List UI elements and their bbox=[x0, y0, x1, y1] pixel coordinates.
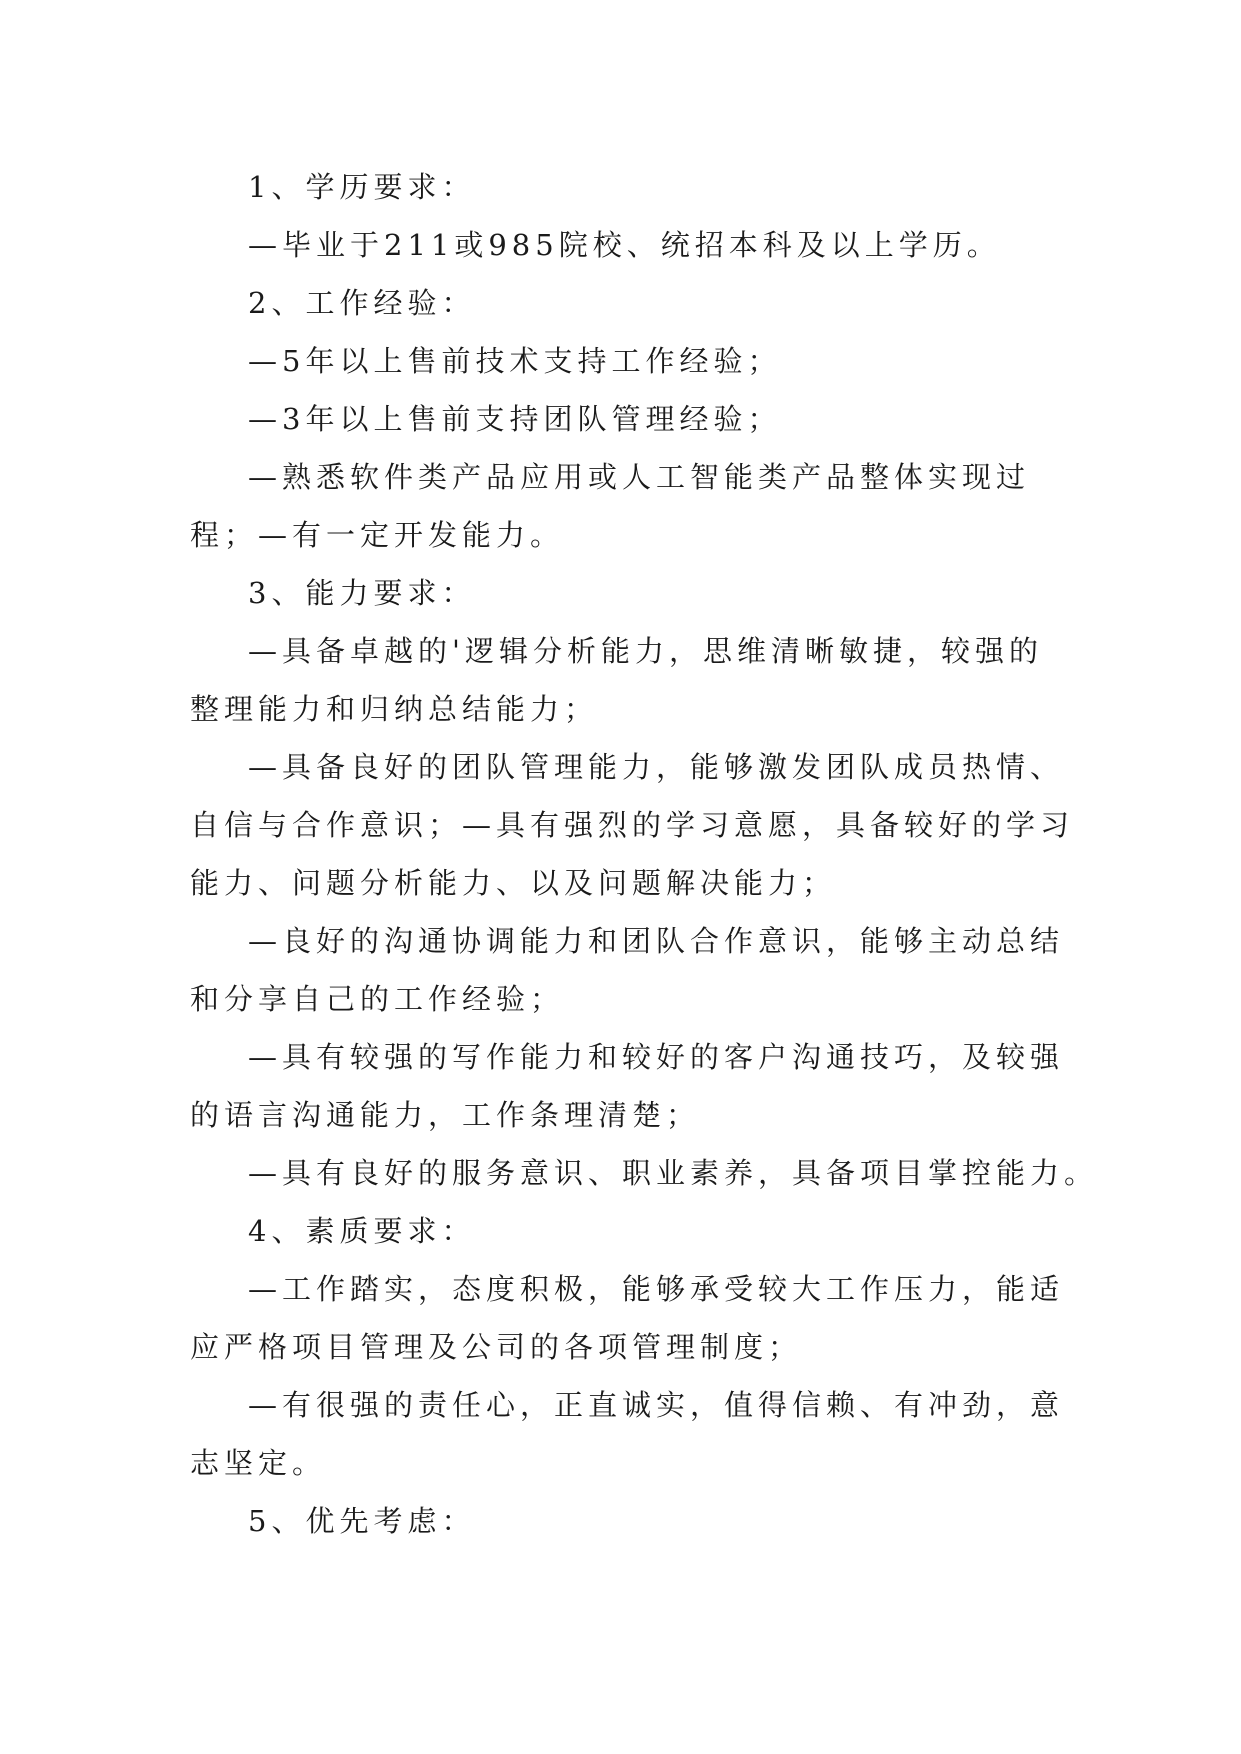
text-line: 整理能力和归纳总结能力； bbox=[190, 692, 599, 726]
text-line: —具有良好的服务意识、职业素养，具备项目掌控能力。 bbox=[248, 1156, 1099, 1190]
text-line: 志坚定。 bbox=[190, 1446, 327, 1480]
document-body bbox=[190, 158, 1099, 1550]
text-line: —熟悉软件类产品应用或人工智能类产品整体实现过 bbox=[248, 460, 1031, 494]
text-line: —工作踏实，态度积极，能够承受较大工作压力，能适 bbox=[248, 1272, 1065, 1306]
section-heading-ability: 3、能力要求： bbox=[248, 576, 476, 610]
section-heading-preference: 5、优先考虑： bbox=[248, 1504, 476, 1538]
text-line: —3年以上售前支持团队管理经验； bbox=[248, 402, 782, 436]
text-line: —良好的沟通协调能力和团队合作意识，能够主动总结 bbox=[248, 924, 1065, 958]
section-heading-education: 1、学历要求： bbox=[248, 170, 476, 204]
text-line: —5年以上售前技术支持工作经验； bbox=[248, 344, 782, 378]
text-line: 的语言沟通能力，工作条理清楚； bbox=[190, 1098, 701, 1132]
text-line: —具备良好的团队管理能力，能够激发团队成员热情、 bbox=[248, 750, 1065, 784]
text-line: 自信与合作意识；—具有强烈的学习意愿，具备较好的学习 bbox=[190, 808, 1075, 842]
text-line: —有很强的责任心，正直诚实，值得信赖、有冲劲，意 bbox=[248, 1388, 1065, 1422]
text-line: 和分享自己的工作经验； bbox=[190, 982, 565, 1016]
text-line: 能力、问题分析能力、以及问题解决能力； bbox=[190, 866, 837, 900]
text-line: —毕业于211或985院校、统招本科及以上学历。 bbox=[248, 228, 1001, 262]
section-heading-experience: 2、工作经验： bbox=[248, 286, 476, 320]
text-line: —具有较强的写作能力和较好的客户沟通技巧，及较强 bbox=[248, 1040, 1065, 1074]
text-line: 程；—有一定开发能力。 bbox=[190, 518, 565, 552]
text-line: —具备卓越的'逻辑分析能力，思维清晰敏捷，较强的 bbox=[248, 634, 1043, 668]
section-heading-quality: 4、素质要求： bbox=[248, 1214, 476, 1248]
text-line: 应严格项目管理及公司的各项管理制度； bbox=[190, 1330, 803, 1364]
